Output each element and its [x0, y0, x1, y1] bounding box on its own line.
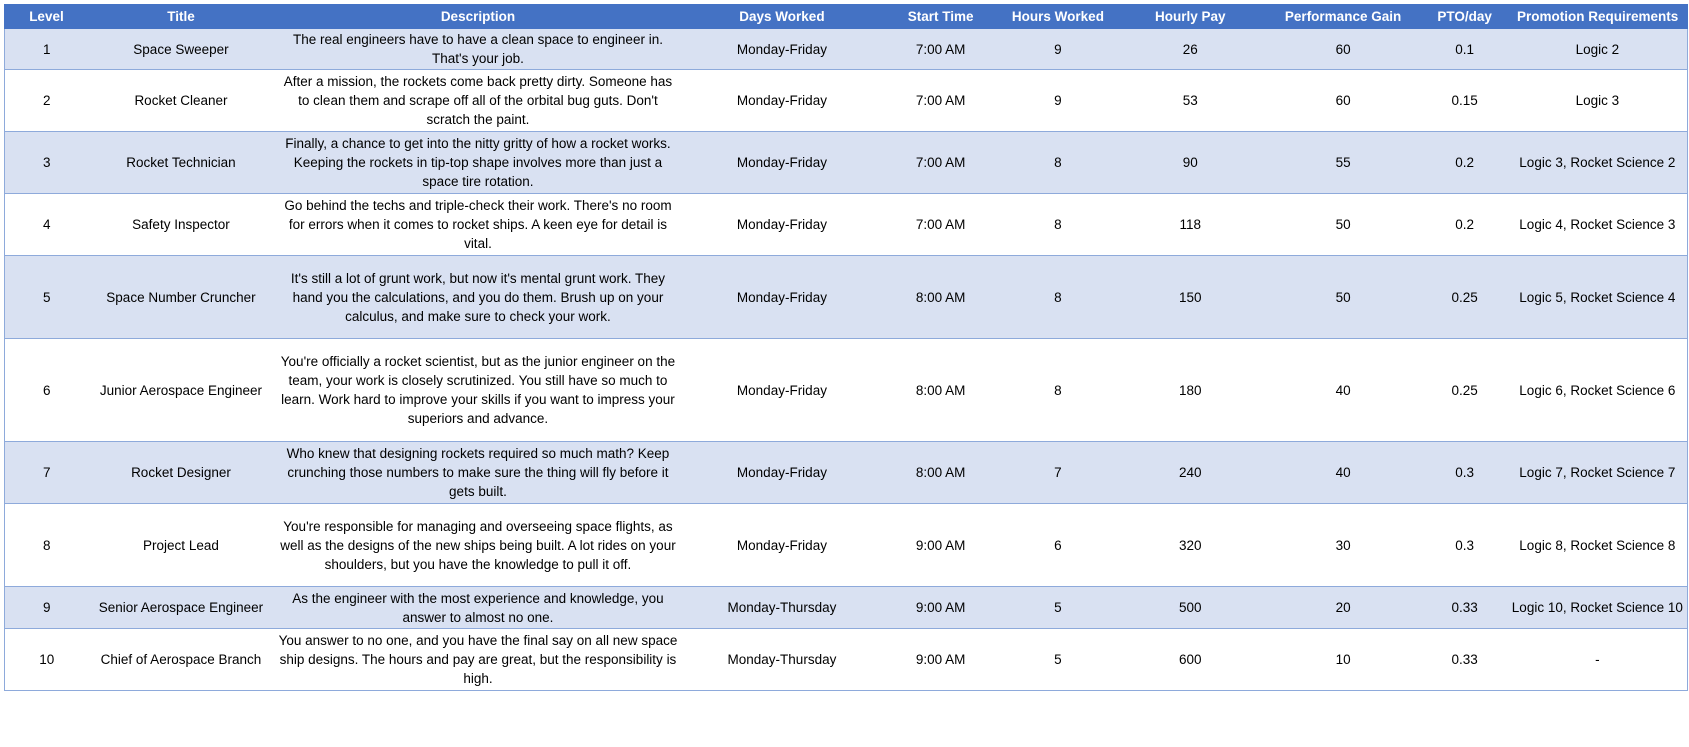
cell-pto-day[interactable]: 0.2 [1422, 194, 1508, 256]
table-row [5, 504, 1688, 587]
cell-level[interactable]: 7 [5, 442, 89, 504]
cell-description[interactable]: You're officially a rocket scientist, but as the junior engineer on the team, your work is closely scrutinized. You still have so much to learn. Work hard to improve your skills if you want to impress your superiors and advance. [274, 339, 683, 442]
header-pto-day[interactable]: PTO/day [1422, 5, 1508, 29]
cell-days-worked[interactable]: Monday-Friday [682, 194, 881, 256]
cell-promotion-requirements[interactable]: Logic 6, Rocket Science 6 [1508, 339, 1688, 442]
cell-title[interactable]: Rocket Cleaner [88, 70, 273, 132]
cell-start-time[interactable]: 8:00 AM [881, 442, 999, 504]
cell-promotion-requirements[interactable]: - [1508, 629, 1688, 691]
cell-title[interactable]: Rocket Technician [88, 132, 273, 194]
cell-performance-gain[interactable]: 40 [1265, 339, 1422, 442]
table-row [5, 339, 1688, 442]
cell-start-time[interactable]: 7:00 AM [881, 194, 999, 256]
cell-description[interactable]: As the engineer with the most experience and knowledge, you answer to almost no one. [274, 587, 683, 629]
cell-hourly-pay[interactable]: 180 [1116, 339, 1265, 442]
cell-performance-gain[interactable]: 40 [1265, 442, 1422, 504]
cell-days-worked[interactable]: Monday-Friday [682, 339, 881, 442]
cell-description[interactable]: Who knew that designing rockets required so much math? Keep crunching those numbers to make sure the thing will fly before it gets built. [274, 442, 683, 504]
cell-hourly-pay[interactable]: 118 [1116, 194, 1265, 256]
table-row [5, 70, 1688, 132]
cell-hours-worked[interactable]: 5 [1000, 587, 1116, 629]
cell-days-worked[interactable]: Monday-Thursday [682, 587, 881, 629]
cell-promotion-requirements[interactable]: Logic 2 [1508, 29, 1688, 70]
cell-performance-gain[interactable]: 60 [1265, 29, 1422, 70]
cell-start-time[interactable]: 7:00 AM [881, 70, 999, 132]
cell-title[interactable]: Senior Aerospace Engineer [88, 587, 273, 629]
cell-level[interactable]: 6 [5, 339, 89, 442]
table-row [5, 442, 1688, 504]
cell-start-time[interactable]: 9:00 AM [881, 587, 999, 629]
table-row [5, 194, 1688, 256]
cell-days-worked[interactable]: Monday-Friday [682, 29, 881, 70]
cell-hourly-pay[interactable]: 53 [1116, 70, 1265, 132]
cell-level[interactable]: 3 [5, 132, 89, 194]
table-row [5, 132, 1688, 194]
cell-pto-day[interactable]: 0.2 [1422, 132, 1508, 194]
header-days-worked[interactable]: Days Worked [682, 5, 881, 29]
cell-start-time[interactable]: 8:00 AM [881, 256, 999, 339]
cell-performance-gain[interactable]: 10 [1265, 629, 1422, 691]
cell-days-worked[interactable]: Monday-Friday [682, 70, 881, 132]
cell-days-worked[interactable]: Monday-Friday [682, 442, 881, 504]
cell-hours-worked[interactable]: 7 [1000, 442, 1116, 504]
table-row [5, 256, 1688, 339]
table-row [5, 629, 1688, 691]
cell-pto-day[interactable]: 0.25 [1422, 256, 1508, 339]
cell-level[interactable]: 9 [5, 587, 89, 629]
cell-title[interactable]: Project Lead [88, 504, 273, 587]
cell-performance-gain[interactable]: 55 [1265, 132, 1422, 194]
cell-pto-day[interactable]: 0.15 [1422, 70, 1508, 132]
cell-promotion-requirements[interactable]: Logic 8, Rocket Science 8 [1508, 504, 1688, 587]
cell-title[interactable]: Space Number Cruncher [88, 256, 273, 339]
cell-performance-gain[interactable]: 20 [1265, 587, 1422, 629]
cell-days-worked[interactable]: Monday-Friday [682, 504, 881, 587]
cell-pto-day[interactable]: 0.25 [1422, 339, 1508, 442]
cell-pto-day[interactable]: 0.33 [1422, 629, 1508, 691]
cell-hours-worked[interactable]: 9 [1000, 29, 1116, 70]
cell-start-time[interactable]: 7:00 AM [881, 132, 999, 194]
cell-level[interactable]: 8 [5, 504, 89, 587]
cell-pto-day[interactable]: 0.33 [1422, 587, 1508, 629]
cell-description[interactable]: Go behind the techs and triple-check their work. There's no room for errors when it comes to rocket ships. A keen eye for detail is vital. [274, 194, 683, 256]
cell-hourly-pay[interactable]: 90 [1116, 132, 1265, 194]
cell-promotion-requirements[interactable]: Logic 5, Rocket Science 4 [1508, 256, 1688, 339]
header-performance-gain[interactable]: Performance Gain [1265, 5, 1422, 29]
cell-description[interactable]: After a mission, the rockets come back pretty dirty. Someone has to clean them and scrape off all of the orbital bug guts. Don't scratch the paint. [274, 70, 683, 132]
header-start-time[interactable]: Start Time [881, 5, 999, 29]
cell-start-time[interactable]: 9:00 AM [881, 629, 999, 691]
header-hours-worked[interactable]: Hours Worked [1000, 5, 1116, 29]
table-row [5, 587, 1688, 629]
cell-title[interactable]: Chief of Aerospace Branch [88, 629, 273, 691]
cell-performance-gain[interactable]: 50 [1265, 194, 1422, 256]
cell-hours-worked[interactable]: 6 [1000, 504, 1116, 587]
cell-hours-worked[interactable]: 8 [1000, 256, 1116, 339]
header-title[interactable]: Title [88, 5, 273, 29]
cell-hourly-pay[interactable]: 500 [1116, 587, 1265, 629]
cell-hours-worked[interactable]: 8 [1000, 339, 1116, 442]
cell-level[interactable]: 4 [5, 194, 89, 256]
cell-hours-worked[interactable]: 9 [1000, 70, 1116, 132]
header-hourly-pay[interactable]: Hourly Pay [1116, 5, 1265, 29]
cell-hourly-pay[interactable]: 600 [1116, 629, 1265, 691]
cell-days-worked[interactable]: Monday-Friday [682, 132, 881, 194]
cell-pto-day[interactable]: 0.1 [1422, 29, 1508, 70]
cell-description[interactable]: Finally, a chance to get into the nitty gritty of how a rocket works. Keeping the rockets in tip-top shape involves more than just a space tire rotation. [274, 132, 683, 194]
cell-title[interactable]: Rocket Designer [88, 442, 273, 504]
cell-level[interactable]: 1 [5, 29, 89, 70]
cell-description[interactable]: You answer to no one, and you have the final say on all new space ship designs. The hours and pay are great, but the responsibility is high. [274, 629, 683, 691]
cell-description[interactable]: The real engineers have to have a clean space to engineer in. That's your job. [274, 29, 683, 70]
cell-performance-gain[interactable]: 30 [1265, 504, 1422, 587]
cell-performance-gain[interactable]: 50 [1265, 256, 1422, 339]
cell-promotion-requirements[interactable]: Logic 3, Rocket Science 2 [1508, 132, 1688, 194]
cell-hourly-pay[interactable]: 240 [1116, 442, 1265, 504]
cell-title[interactable]: Space Sweeper [88, 29, 273, 70]
table-row [5, 29, 1688, 70]
career-table [4, 4, 1688, 691]
cell-pto-day[interactable]: 0.3 [1422, 442, 1508, 504]
cell-hours-worked[interactable]: 5 [1000, 629, 1116, 691]
cell-days-worked[interactable]: Monday-Thursday [682, 629, 881, 691]
cell-start-time[interactable]: 9:00 AM [881, 504, 999, 587]
cell-hours-worked[interactable]: 8 [1000, 194, 1116, 256]
cell-hourly-pay[interactable]: 150 [1116, 256, 1265, 339]
cell-start-time[interactable]: 7:00 AM [881, 29, 999, 70]
cell-hourly-pay[interactable]: 320 [1116, 504, 1265, 587]
cell-title[interactable]: Junior Aerospace Engineer [88, 339, 273, 442]
cell-title[interactable]: Safety Inspector [88, 194, 273, 256]
cell-promotion-requirements[interactable]: Logic 4, Rocket Science 3 [1508, 194, 1688, 256]
cell-description[interactable]: You're responsible for managing and overseeing space flights, as well as the designs of the new ships being built. A lot rides on your shoulders, but you have the knowledge to pull it off. [274, 504, 683, 587]
cell-level[interactable]: 5 [5, 256, 89, 339]
cell-description[interactable]: It's still a lot of grunt work, but now it's mental grunt work. They hand you the calculations, and you do them. Brush up on your calculus, and make sure to check your work. [274, 256, 683, 339]
header-row [5, 5, 1688, 29]
cell-days-worked[interactable]: Monday-Friday [682, 256, 881, 339]
header-level[interactable]: Level [5, 5, 89, 29]
header-description[interactable]: Description [274, 5, 683, 29]
cell-hours-worked[interactable]: 8 [1000, 132, 1116, 194]
cell-pto-day[interactable]: 0.3 [1422, 504, 1508, 587]
cell-hourly-pay[interactable]: 26 [1116, 29, 1265, 70]
cell-promotion-requirements[interactable]: Logic 10, Rocket Science 10 [1508, 587, 1688, 629]
cell-level[interactable]: 10 [5, 629, 89, 691]
cell-level[interactable]: 2 [5, 70, 89, 132]
cell-performance-gain[interactable]: 60 [1265, 70, 1422, 132]
header-promotion-requirements[interactable]: Promotion Requirements [1508, 5, 1688, 29]
cell-promotion-requirements[interactable]: Logic 3 [1508, 70, 1688, 132]
cell-start-time[interactable]: 8:00 AM [881, 339, 999, 442]
cell-promotion-requirements[interactable]: Logic 7, Rocket Science 7 [1508, 442, 1688, 504]
